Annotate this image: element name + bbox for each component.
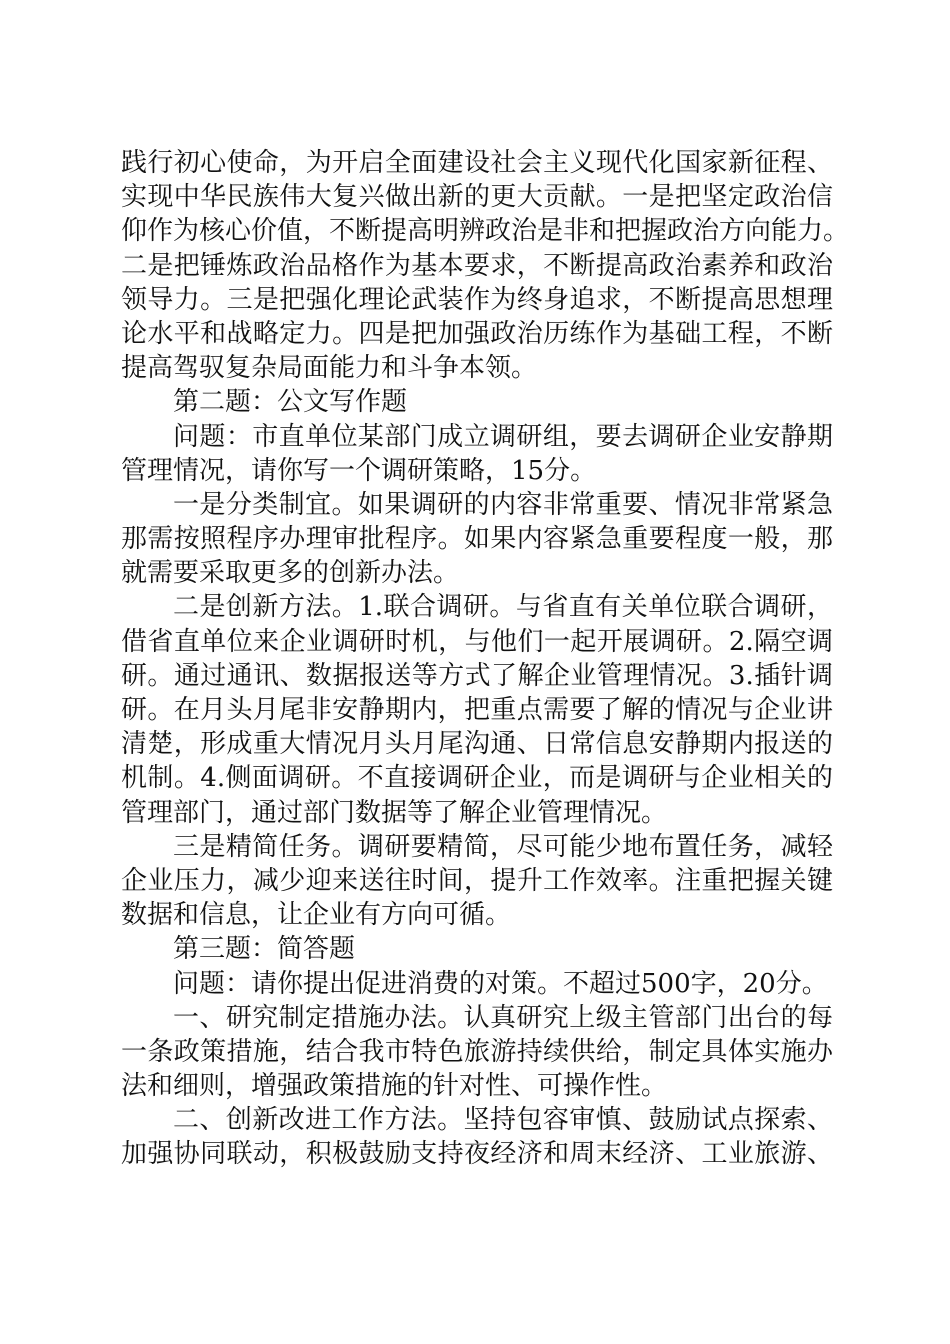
text-line-30: 加强协同联动，积极鼓励支持夜经济和周末经济、工业旅游、 <box>121 1139 833 1170</box>
text-line-16: 研。通过通讯、数据报送等方式了解企业管理情况。3.插针调 <box>121 660 833 691</box>
text-line-15: 借省直单位来企业调研时机，与他们一起开展调研。2.隔空调 <box>121 626 833 657</box>
text-line-14: 二是创新方法。1.联合调研。与省直有关单位联合调研， <box>173 592 833 623</box>
text-line-29: 二、创新改进工作方法。坚持包容审慎、鼓励试点探索、 <box>173 1105 833 1136</box>
text-line-20: 管理部门，通过部门数据等了解企业管理情况。 <box>121 797 668 828</box>
text-line-1: 践行初心使命，为开启全面建设社会主义现代化国家新征程、 <box>121 148 833 178</box>
text-line-23: 数据和信息，让企业有方向可循。 <box>121 900 512 931</box>
text-line-9: 问题：市直单位某部门成立调研组，要去调研企业安静期 <box>173 421 833 452</box>
document-body <box>121 146 850 1172</box>
text-line-28: 法和细则，增强政策措施的针对性、可操作性。 <box>121 1071 668 1102</box>
text-line-5: 领导力。三是把强化理论武装作为终身追求，不断提高思想理 <box>121 284 833 315</box>
text-line-18: 清楚，形成重大情况月头月尾沟通、日常信息安静期内报送的 <box>121 729 833 760</box>
text-line-2: 实现中华民族伟大复兴做出新的更大贡献。一是把坚定政治信 <box>121 182 833 213</box>
text-line-6: 论水平和战略定力。四是把加强政治历练作为基础工程，不断 <box>121 318 833 349</box>
text-line-11: 一是分类制宜。如果调研的内容非常重要、情况非常紧急 <box>173 489 833 520</box>
section-heading-question-3: 第三题：简答题 <box>173 934 356 965</box>
text-line-12: 那需按照程序办理审批程序。如果内容紧急重要程度一般，那 <box>121 524 833 555</box>
section-heading-question-2: 第二题：公文写作题 <box>173 387 408 418</box>
text-line-4: 二是把锤炼政治品格作为基本要求，不断提高政治素养和政治 <box>121 250 833 281</box>
text-line-17: 研。在月头月尾非安静期内，把重点需要了解的情况与企业讲 <box>121 695 833 725</box>
text-line-25: 问题：请你提出促进消费的对策。不超过500字，20分。 <box>173 968 828 999</box>
text-line-7: 提高驾驭复杂局面能力和斗争本领。 <box>121 353 538 384</box>
text-line-13: 就需要采取更多的创新办法。 <box>121 558 460 589</box>
text-line-10: 管理情况，请你写一个调研策略，15分。 <box>121 455 597 486</box>
text-line-3: 仰作为核心价值，不断提高明辨政治是非和把握政治方向能力。 <box>121 216 850 247</box>
text-line-27: 一条政策措施，结合我市特色旅游持续供给，制定具体实施办 <box>121 1036 833 1067</box>
text-line-22: 企业压力，减少迎来送往时间，提升工作效率。注重把握关键 <box>121 865 833 896</box>
text-line-21: 三是精简任务。调研要精简，尽可能少地布置任务，减轻 <box>173 831 833 862</box>
text-line-19: 机制。4.侧面调研。不直接调研企业，而是调研与企业相关的 <box>121 763 833 794</box>
text-line-26: 一、研究制定措施办法。认真研究上级主管部门出台的每 <box>173 1002 833 1033</box>
